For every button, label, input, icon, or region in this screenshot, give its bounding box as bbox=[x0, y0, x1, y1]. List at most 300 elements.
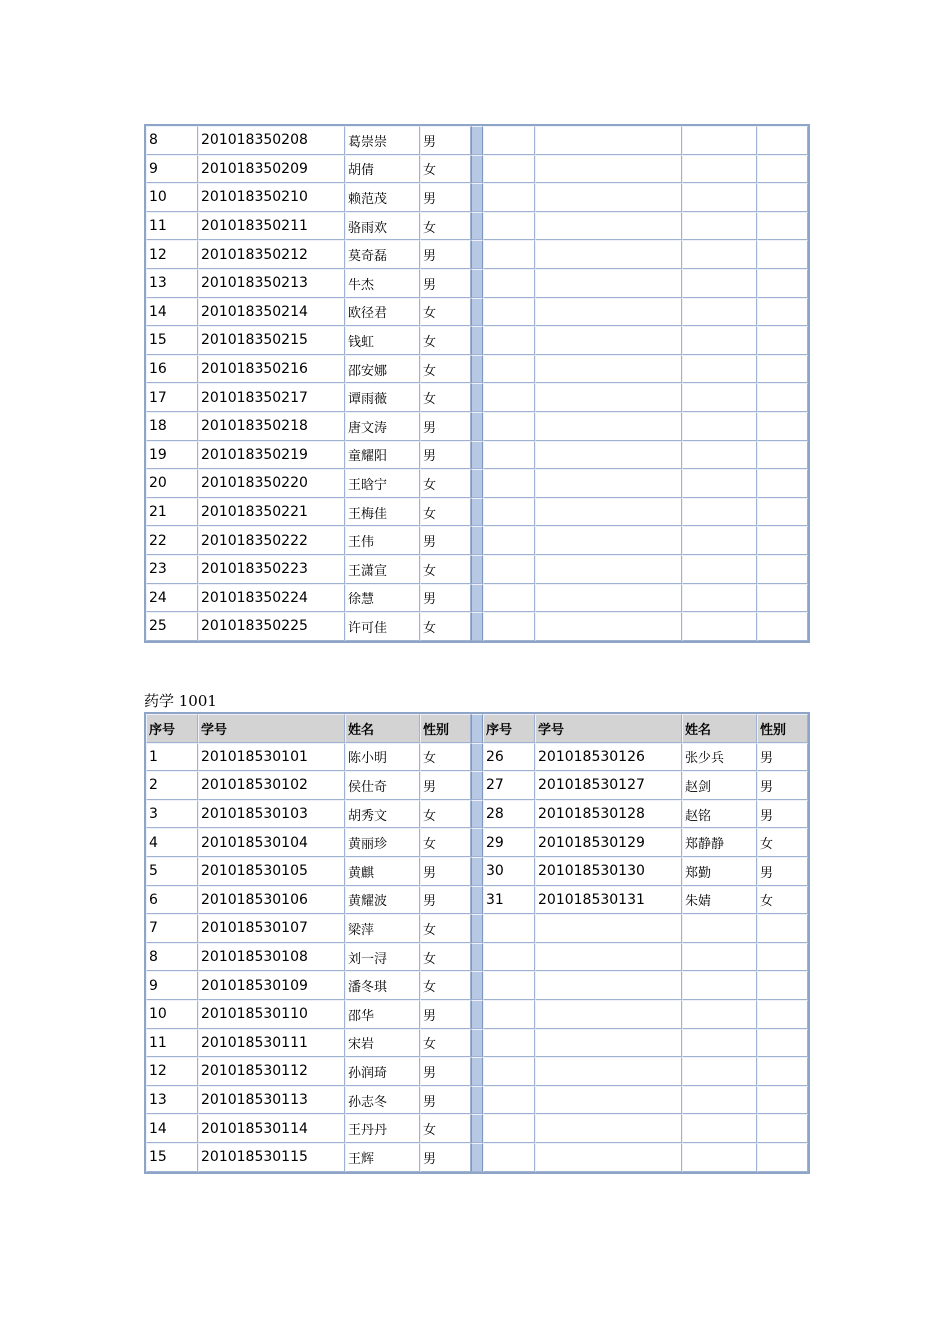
cell-gender bbox=[757, 971, 808, 1000]
column-separator bbox=[471, 383, 483, 412]
class-title: 药学 1001 bbox=[144, 692, 217, 710]
cell-name: 刘一浔 bbox=[345, 943, 420, 972]
student-table-continued bbox=[144, 124, 810, 643]
cell-name: 骆雨欢 bbox=[345, 212, 420, 241]
column-separator bbox=[471, 943, 483, 972]
cell-id: 201018530129 bbox=[535, 828, 682, 857]
cell-seq: 18 bbox=[146, 412, 198, 441]
cell-id bbox=[535, 240, 682, 269]
cell-gender: 男 bbox=[757, 857, 808, 886]
cell-name: 侯仕奇 bbox=[345, 771, 420, 800]
cell-gender: 女 bbox=[420, 1114, 471, 1143]
cell-seq bbox=[483, 355, 535, 384]
cell-id: 201018530112 bbox=[198, 1057, 345, 1086]
cell-seq: 15 bbox=[146, 1143, 198, 1172]
cell-seq: 14 bbox=[146, 298, 198, 327]
table-row bbox=[146, 441, 808, 470]
cell-name: 郑勤 bbox=[682, 857, 757, 886]
table-row bbox=[146, 1057, 808, 1086]
cell-gender: 男 bbox=[420, 126, 471, 155]
table-row bbox=[146, 469, 808, 498]
table-row bbox=[146, 412, 808, 441]
cell-name: 童耀阳 bbox=[345, 441, 420, 470]
column-separator bbox=[471, 126, 483, 155]
header-id: 学号 bbox=[535, 714, 682, 743]
cell-name: 王晗宁 bbox=[345, 469, 420, 498]
header-id: 学号 bbox=[198, 714, 345, 743]
table-row bbox=[146, 1114, 808, 1143]
column-separator bbox=[471, 800, 483, 829]
cell-name bbox=[682, 269, 757, 298]
cell-gender bbox=[757, 383, 808, 412]
cell-gender: 女 bbox=[420, 828, 471, 857]
cell-seq bbox=[483, 269, 535, 298]
cell-seq: 28 bbox=[483, 800, 535, 829]
cell-id bbox=[535, 183, 682, 212]
cell-gender: 女 bbox=[420, 498, 471, 527]
table-row bbox=[146, 183, 808, 212]
cell-gender bbox=[757, 412, 808, 441]
cell-seq: 11 bbox=[146, 1029, 198, 1058]
table-row bbox=[146, 914, 808, 943]
cell-name bbox=[682, 441, 757, 470]
cell-seq: 8 bbox=[146, 943, 198, 972]
column-separator bbox=[471, 412, 483, 441]
cell-seq: 13 bbox=[146, 1086, 198, 1115]
cell-seq bbox=[483, 971, 535, 1000]
cell-seq bbox=[483, 1057, 535, 1086]
cell-name bbox=[682, 212, 757, 241]
cell-seq: 14 bbox=[146, 1114, 198, 1143]
cell-gender bbox=[757, 126, 808, 155]
cell-id: 201018530130 bbox=[535, 857, 682, 886]
header-row bbox=[146, 714, 808, 743]
cell-gender bbox=[757, 1029, 808, 1058]
cell-seq: 11 bbox=[146, 212, 198, 241]
cell-name: 欧径君 bbox=[345, 298, 420, 327]
cell-gender: 女 bbox=[420, 914, 471, 943]
cell-id: 201018350221 bbox=[198, 498, 345, 527]
cell-name: 牛杰 bbox=[345, 269, 420, 298]
cell-seq bbox=[483, 326, 535, 355]
cell-seq bbox=[483, 526, 535, 555]
cell-id bbox=[535, 298, 682, 327]
column-separator bbox=[471, 828, 483, 857]
cell-id: 201018350214 bbox=[198, 298, 345, 327]
cell-name: 朱婧 bbox=[682, 886, 757, 915]
cell-seq: 27 bbox=[483, 771, 535, 800]
cell-id: 201018530111 bbox=[198, 1029, 345, 1058]
table-row bbox=[146, 612, 808, 641]
table-row bbox=[146, 355, 808, 384]
cell-name bbox=[682, 1057, 757, 1086]
cell-seq bbox=[483, 441, 535, 470]
cell-name: 徐慧 bbox=[345, 584, 420, 613]
cell-seq: 4 bbox=[146, 828, 198, 857]
cell-seq: 12 bbox=[146, 240, 198, 269]
cell-name: 赖范茂 bbox=[345, 183, 420, 212]
cell-gender bbox=[757, 269, 808, 298]
cell-seq bbox=[483, 584, 535, 613]
cell-id: 201018350219 bbox=[198, 441, 345, 470]
table-row bbox=[146, 326, 808, 355]
cell-id bbox=[535, 584, 682, 613]
cell-id bbox=[535, 612, 682, 641]
cell-gender: 男 bbox=[420, 269, 471, 298]
cell-gender: 男 bbox=[420, 526, 471, 555]
cell-id: 201018530113 bbox=[198, 1086, 345, 1115]
cell-seq: 13 bbox=[146, 269, 198, 298]
cell-name: 宋岩 bbox=[345, 1029, 420, 1058]
cell-gender: 女 bbox=[757, 886, 808, 915]
table-row bbox=[146, 943, 808, 972]
cell-seq: 1 bbox=[146, 743, 198, 772]
cell-id: 201018530104 bbox=[198, 828, 345, 857]
cell-seq: 22 bbox=[146, 526, 198, 555]
cell-name bbox=[682, 914, 757, 943]
cell-seq bbox=[483, 240, 535, 269]
cell-id: 201018530106 bbox=[198, 886, 345, 915]
cell-gender bbox=[757, 1114, 808, 1143]
cell-id bbox=[535, 126, 682, 155]
cell-seq: 29 bbox=[483, 828, 535, 857]
cell-id bbox=[535, 555, 682, 584]
cell-gender: 男 bbox=[420, 1000, 471, 1029]
cell-id bbox=[535, 498, 682, 527]
cell-name bbox=[682, 1086, 757, 1115]
cell-gender bbox=[757, 1000, 808, 1029]
header-gender: 性别 bbox=[420, 714, 471, 743]
cell-gender bbox=[757, 240, 808, 269]
cell-name bbox=[682, 126, 757, 155]
column-separator bbox=[471, 526, 483, 555]
column-separator bbox=[471, 612, 483, 641]
cell-name: 邵安娜 bbox=[345, 355, 420, 384]
cell-gender bbox=[757, 914, 808, 943]
table-body bbox=[146, 126, 808, 641]
table-row bbox=[146, 498, 808, 527]
cell-seq bbox=[483, 555, 535, 584]
cell-name: 张少兵 bbox=[682, 743, 757, 772]
cell-seq bbox=[483, 612, 535, 641]
cell-name: 邵华 bbox=[345, 1000, 420, 1029]
cell-gender: 男 bbox=[420, 1143, 471, 1172]
cell-gender: 男 bbox=[420, 857, 471, 886]
table-row bbox=[146, 1086, 808, 1115]
column-separator bbox=[471, 584, 483, 613]
column-separator bbox=[471, 240, 483, 269]
cell-name: 黄麒 bbox=[345, 857, 420, 886]
cell-id: 201018350213 bbox=[198, 269, 345, 298]
cell-id: 201018350209 bbox=[198, 155, 345, 184]
column-separator bbox=[471, 714, 483, 743]
cell-gender: 男 bbox=[757, 743, 808, 772]
cell-id: 201018530128 bbox=[535, 800, 682, 829]
table-row bbox=[146, 298, 808, 327]
cell-gender: 男 bbox=[757, 771, 808, 800]
cell-gender: 女 bbox=[420, 469, 471, 498]
cell-seq: 25 bbox=[146, 612, 198, 641]
cell-gender: 女 bbox=[420, 943, 471, 972]
cell-gender: 女 bbox=[420, 383, 471, 412]
header-seq: 序号 bbox=[146, 714, 198, 743]
column-separator bbox=[471, 555, 483, 584]
table-body bbox=[146, 714, 808, 1172]
cell-id: 201018350210 bbox=[198, 183, 345, 212]
table-row bbox=[146, 771, 808, 800]
cell-id bbox=[535, 355, 682, 384]
cell-id: 201018530105 bbox=[198, 857, 345, 886]
column-separator bbox=[471, 155, 483, 184]
cell-id bbox=[535, 383, 682, 412]
column-separator bbox=[471, 183, 483, 212]
cell-name bbox=[682, 555, 757, 584]
cell-name bbox=[682, 298, 757, 327]
cell-gender: 女 bbox=[420, 612, 471, 641]
cell-seq: 16 bbox=[146, 355, 198, 384]
cell-id: 201018350216 bbox=[198, 355, 345, 384]
cell-id bbox=[535, 1086, 682, 1115]
cell-gender bbox=[757, 1057, 808, 1086]
table-row bbox=[146, 1000, 808, 1029]
cell-gender: 男 bbox=[420, 441, 471, 470]
cell-name bbox=[682, 412, 757, 441]
cell-gender bbox=[757, 555, 808, 584]
cell-id: 201018530110 bbox=[198, 1000, 345, 1029]
cell-id: 201018530127 bbox=[535, 771, 682, 800]
cell-gender bbox=[757, 298, 808, 327]
column-separator bbox=[471, 1000, 483, 1029]
column-separator bbox=[471, 771, 483, 800]
cell-seq: 7 bbox=[146, 914, 198, 943]
cell-id: 201018350224 bbox=[198, 584, 345, 613]
cell-name: 赵剑 bbox=[682, 771, 757, 800]
cell-gender: 男 bbox=[420, 412, 471, 441]
cell-id bbox=[535, 326, 682, 355]
cell-gender: 女 bbox=[420, 800, 471, 829]
table-row bbox=[146, 155, 808, 184]
cell-id bbox=[535, 1114, 682, 1143]
cell-id: 201018350220 bbox=[198, 469, 345, 498]
cell-seq: 17 bbox=[146, 383, 198, 412]
column-separator bbox=[471, 886, 483, 915]
column-separator bbox=[471, 914, 483, 943]
cell-seq: 26 bbox=[483, 743, 535, 772]
cell-id: 201018530108 bbox=[198, 943, 345, 972]
cell-name: 唐文涛 bbox=[345, 412, 420, 441]
cell-gender bbox=[757, 212, 808, 241]
cell-name: 王伟 bbox=[345, 526, 420, 555]
cell-gender: 女 bbox=[757, 828, 808, 857]
cell-seq: 31 bbox=[483, 886, 535, 915]
column-separator bbox=[471, 298, 483, 327]
cell-name: 梁萍 bbox=[345, 914, 420, 943]
cell-id bbox=[535, 469, 682, 498]
cell-id bbox=[535, 412, 682, 441]
cell-gender: 女 bbox=[420, 555, 471, 584]
table-row bbox=[146, 555, 808, 584]
column-separator bbox=[471, 498, 483, 527]
cell-name bbox=[682, 1000, 757, 1029]
cell-seq: 15 bbox=[146, 326, 198, 355]
cell-seq: 24 bbox=[146, 584, 198, 613]
cell-name: 黄丽珍 bbox=[345, 828, 420, 857]
cell-name: 黄耀波 bbox=[345, 886, 420, 915]
cell-id: 201018530115 bbox=[198, 1143, 345, 1172]
cell-name: 孙润琦 bbox=[345, 1057, 420, 1086]
column-separator bbox=[471, 1143, 483, 1172]
cell-gender bbox=[757, 1086, 808, 1115]
header-seq: 序号 bbox=[483, 714, 535, 743]
cell-gender: 男 bbox=[420, 183, 471, 212]
cell-gender bbox=[757, 943, 808, 972]
table-row bbox=[146, 857, 808, 886]
column-separator bbox=[471, 971, 483, 1000]
cell-gender: 女 bbox=[420, 298, 471, 327]
cell-id bbox=[535, 155, 682, 184]
table-row bbox=[146, 971, 808, 1000]
cell-name bbox=[682, 155, 757, 184]
cell-seq: 5 bbox=[146, 857, 198, 886]
cell-seq: 20 bbox=[146, 469, 198, 498]
cell-name: 许可佳 bbox=[345, 612, 420, 641]
cell-gender: 女 bbox=[420, 1029, 471, 1058]
cell-id: 201018350222 bbox=[198, 526, 345, 555]
cell-name: 胡倩 bbox=[345, 155, 420, 184]
cell-seq bbox=[483, 212, 535, 241]
cell-gender: 男 bbox=[420, 584, 471, 613]
cell-gender: 女 bbox=[420, 326, 471, 355]
table-row bbox=[146, 828, 808, 857]
cell-id: 201018530103 bbox=[198, 800, 345, 829]
column-separator bbox=[471, 212, 483, 241]
cell-seq: 6 bbox=[146, 886, 198, 915]
cell-id bbox=[535, 1057, 682, 1086]
table-row bbox=[146, 269, 808, 298]
table-row bbox=[146, 526, 808, 555]
cell-seq bbox=[483, 943, 535, 972]
column-separator bbox=[471, 1057, 483, 1086]
cell-name: 葛崇崇 bbox=[345, 126, 420, 155]
cell-gender bbox=[757, 355, 808, 384]
cell-seq: 3 bbox=[146, 800, 198, 829]
table-row bbox=[146, 1143, 808, 1172]
cell-name: 孙志冬 bbox=[345, 1086, 420, 1115]
cell-name bbox=[682, 526, 757, 555]
cell-seq: 21 bbox=[146, 498, 198, 527]
cell-name: 王辉 bbox=[345, 1143, 420, 1172]
cell-id: 201018530107 bbox=[198, 914, 345, 943]
cell-gender bbox=[757, 612, 808, 641]
cell-id bbox=[535, 914, 682, 943]
header-name: 姓名 bbox=[682, 714, 757, 743]
cell-id: 201018530126 bbox=[535, 743, 682, 772]
cell-gender: 男 bbox=[420, 771, 471, 800]
cell-gender bbox=[757, 526, 808, 555]
cell-id: 201018350217 bbox=[198, 383, 345, 412]
cell-id: 201018350212 bbox=[198, 240, 345, 269]
cell-name: 陈小明 bbox=[345, 743, 420, 772]
cell-name: 赵铭 bbox=[682, 800, 757, 829]
cell-seq bbox=[483, 914, 535, 943]
student-table-pharmacy-1001 bbox=[144, 712, 810, 1174]
cell-gender: 男 bbox=[420, 240, 471, 269]
cell-id bbox=[535, 943, 682, 972]
cell-name bbox=[682, 612, 757, 641]
cell-gender: 女 bbox=[420, 971, 471, 1000]
cell-seq bbox=[483, 383, 535, 412]
table-row bbox=[146, 886, 808, 915]
cell-id bbox=[535, 971, 682, 1000]
cell-seq bbox=[483, 1029, 535, 1058]
cell-gender: 男 bbox=[757, 800, 808, 829]
cell-id: 201018350218 bbox=[198, 412, 345, 441]
table-row bbox=[146, 126, 808, 155]
cell-name: 胡秀文 bbox=[345, 800, 420, 829]
header-gender: 性别 bbox=[757, 714, 808, 743]
cell-seq: 19 bbox=[146, 441, 198, 470]
cell-id bbox=[535, 269, 682, 298]
table-row bbox=[146, 584, 808, 613]
cell-name: 王梅佳 bbox=[345, 498, 420, 527]
cell-name: 钱虹 bbox=[345, 326, 420, 355]
cell-seq: 12 bbox=[146, 1057, 198, 1086]
column-separator bbox=[471, 441, 483, 470]
cell-name: 郑静静 bbox=[682, 828, 757, 857]
cell-gender bbox=[757, 155, 808, 184]
cell-id bbox=[535, 441, 682, 470]
cell-gender bbox=[757, 326, 808, 355]
cell-name: 谭雨薇 bbox=[345, 383, 420, 412]
cell-name bbox=[682, 943, 757, 972]
cell-name bbox=[682, 326, 757, 355]
cell-id bbox=[535, 1000, 682, 1029]
cell-seq bbox=[483, 1143, 535, 1172]
cell-seq: 9 bbox=[146, 155, 198, 184]
cell-seq bbox=[483, 1000, 535, 1029]
column-separator bbox=[471, 269, 483, 298]
column-separator bbox=[471, 469, 483, 498]
cell-gender: 女 bbox=[420, 212, 471, 241]
cell-id bbox=[535, 212, 682, 241]
cell-id: 201018530131 bbox=[535, 886, 682, 915]
cell-name bbox=[682, 1114, 757, 1143]
cell-name bbox=[682, 1143, 757, 1172]
table-row bbox=[146, 212, 808, 241]
cell-name bbox=[682, 240, 757, 269]
cell-seq bbox=[483, 1114, 535, 1143]
cell-name bbox=[682, 355, 757, 384]
column-separator bbox=[471, 1029, 483, 1058]
column-separator bbox=[471, 326, 483, 355]
cell-seq bbox=[483, 183, 535, 212]
cell-id: 201018530114 bbox=[198, 1114, 345, 1143]
column-separator bbox=[471, 355, 483, 384]
header-name: 姓名 bbox=[345, 714, 420, 743]
cell-name: 王潇宣 bbox=[345, 555, 420, 584]
cell-gender: 女 bbox=[420, 155, 471, 184]
cell-seq: 8 bbox=[146, 126, 198, 155]
cell-gender bbox=[757, 441, 808, 470]
cell-seq: 10 bbox=[146, 183, 198, 212]
cell-seq: 9 bbox=[146, 971, 198, 1000]
cell-gender: 女 bbox=[420, 355, 471, 384]
column-separator bbox=[471, 857, 483, 886]
cell-id: 201018350211 bbox=[198, 212, 345, 241]
cell-id: 201018530109 bbox=[198, 971, 345, 1000]
cell-id: 201018530101 bbox=[198, 743, 345, 772]
cell-seq bbox=[483, 298, 535, 327]
